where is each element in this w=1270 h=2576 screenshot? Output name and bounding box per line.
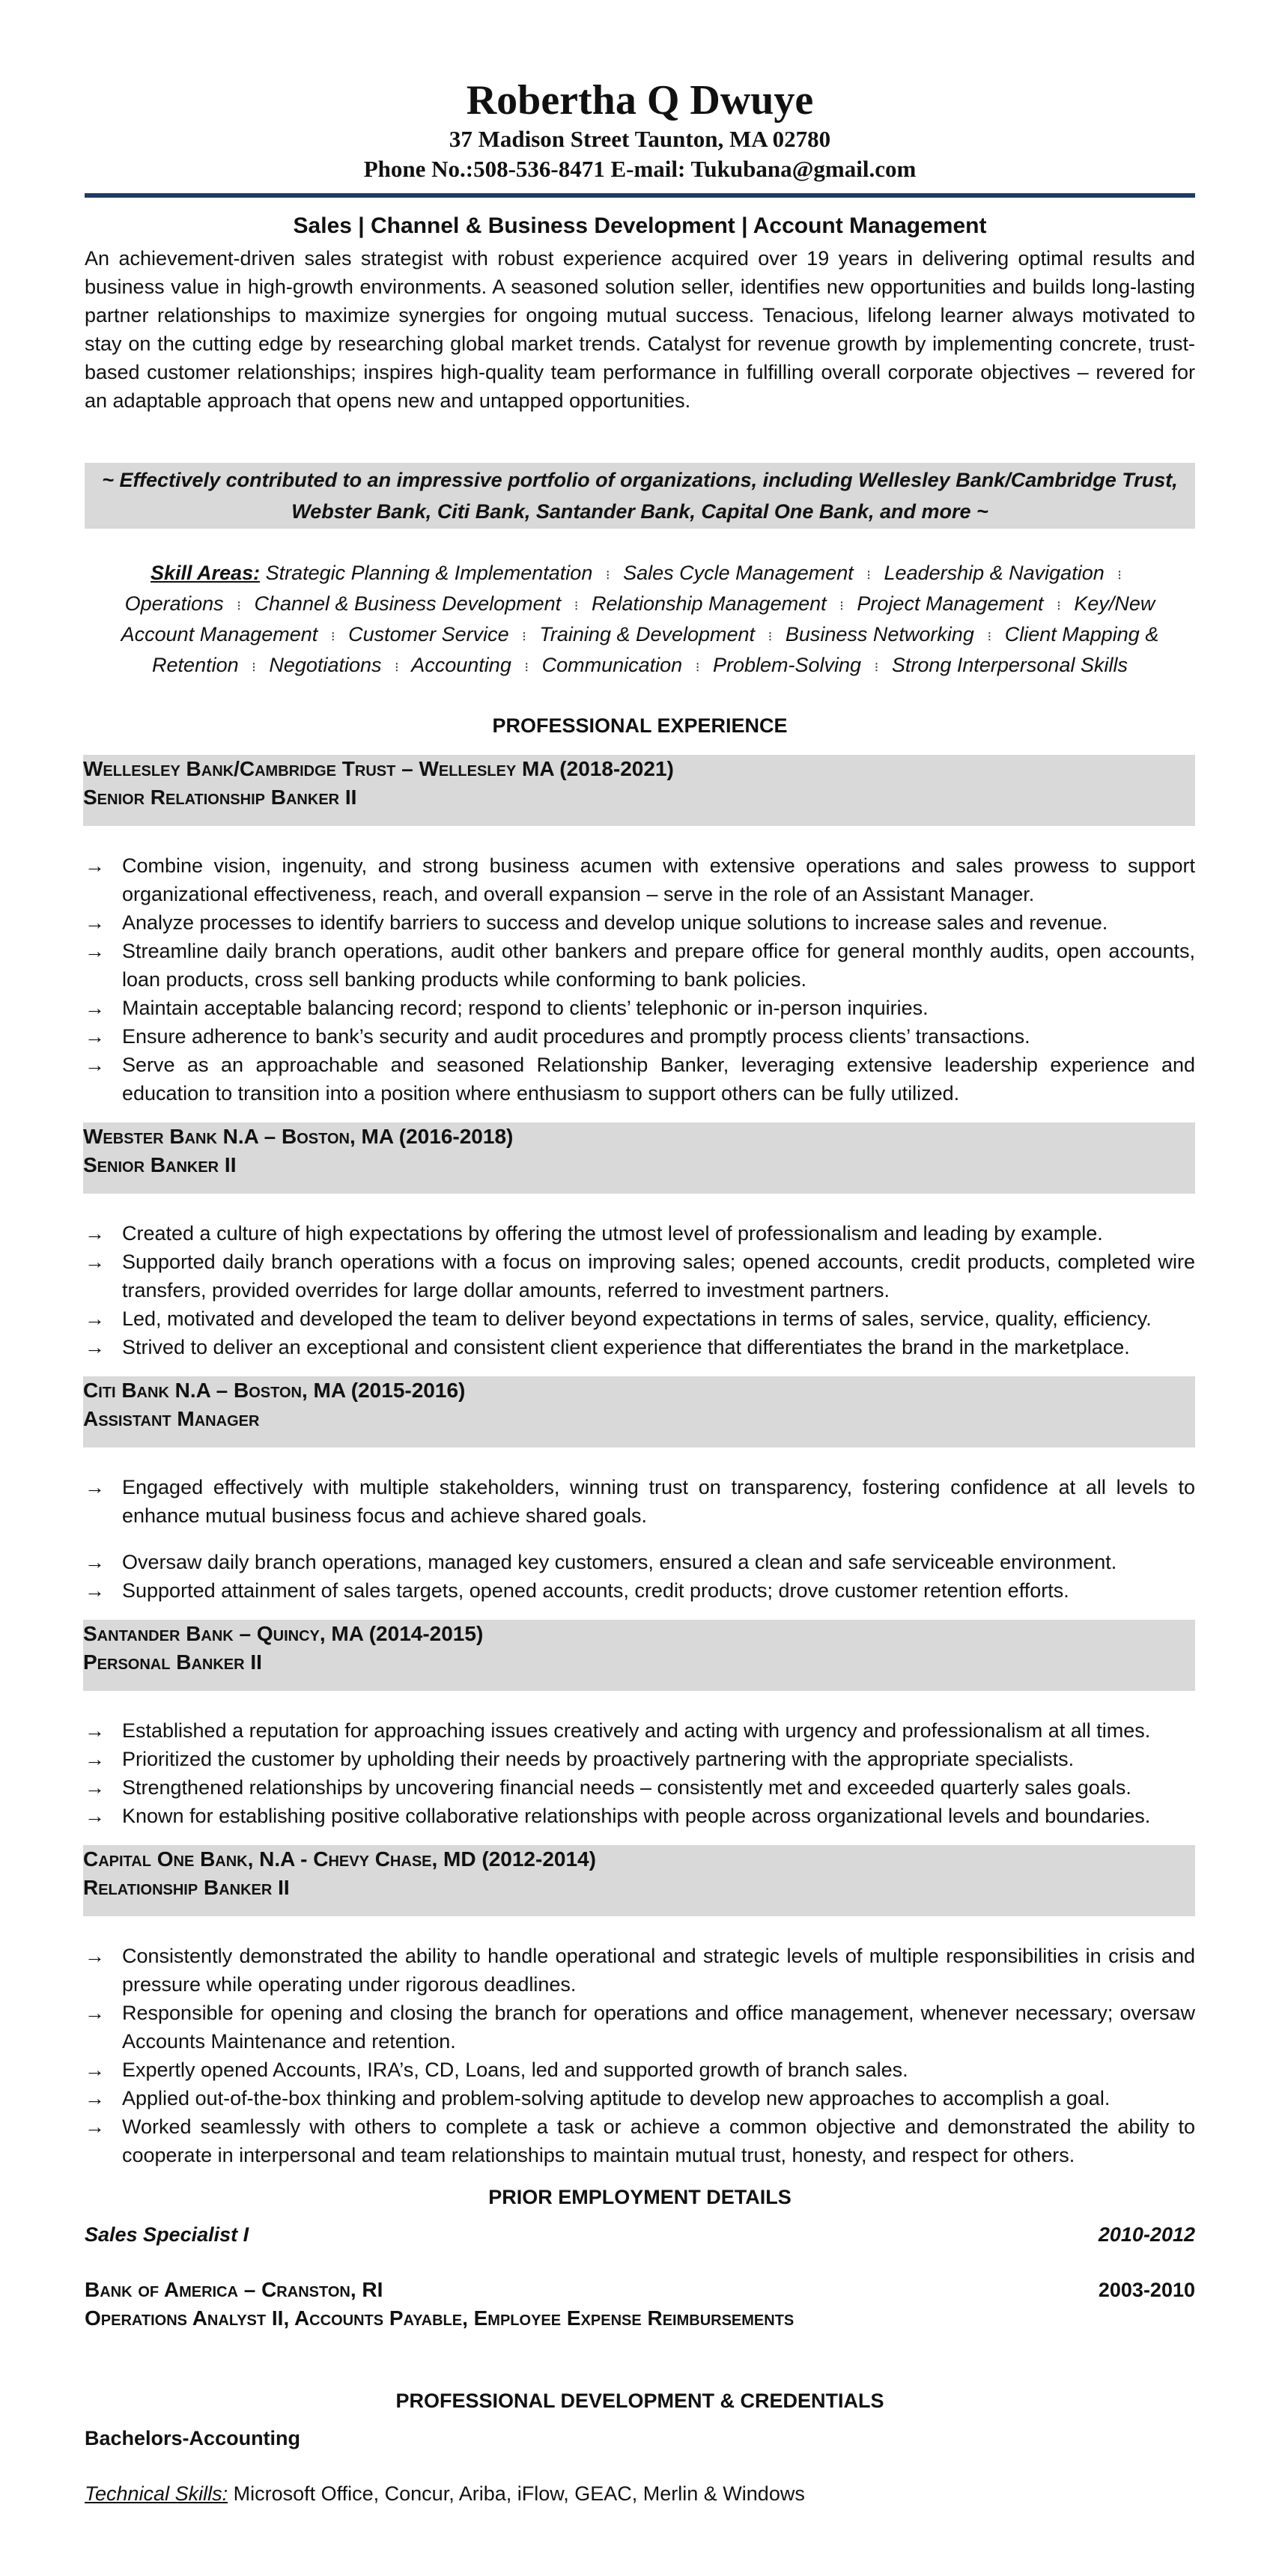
bullet-item <box>85 1716 1195 1745</box>
job-title: Relationship Banker II <box>83 1876 290 1899</box>
arrow-icon: → <box>85 1054 105 1076</box>
arrow-icon: → <box>85 1551 105 1573</box>
bullet-item <box>85 2056 1195 2084</box>
arrow-icon: → <box>85 2087 105 2109</box>
bullet-text: Prioritized the customer by upholding their needs by proactively partnering with the appropriate specialists. <box>122 1748 1075 1770</box>
prior-dates: 2010-2012 <box>1098 2223 1195 2246</box>
bullet-item <box>85 1473 1195 1530</box>
job-title: Senior Banker II <box>83 1153 237 1176</box>
arrow-icon: → <box>85 2115 105 2138</box>
section-title-prior: PRIOR EMPLOYMENT DETAILS <box>488 2186 792 2208</box>
skill-item: Negotiations <box>269 654 382 676</box>
arrow-icon: → <box>85 1776 105 1799</box>
portfolio-banner: ~ Effectively contributed to an impressive portfolio of organizations, including Wellesley Bank/Cambridge Trust, Webster Bank, Citi Bank, Santander Bank, Capital One Bank, and more ~ <box>85 463 1195 529</box>
job-entry <box>85 1620 1195 1830</box>
skill-item: Customer Service <box>348 623 509 645</box>
job-company: Citi Bank N.A – Boston, MA (2015-2016) <box>83 1379 466 1402</box>
skill-item: Client Mapping & Retention <box>152 623 1159 676</box>
skill-item: Key/New Account Management <box>121 592 1155 645</box>
skill-areas-label: Skill Areas: <box>151 562 261 584</box>
arrow-icon: → <box>85 1805 105 1827</box>
skill-item: Relationship Management <box>591 592 827 615</box>
bullet-text: Combine vision, ingenuity, and strong business acumen with extensive operations and sales prowess to support organizational effectiveness, reach, and overall expansion – serve in the role of an Assistant Manager. <box>122 854 1195 905</box>
bullet-text: Responsible for opening and closing the branch for operations and office management, whenever necessary; oversaw Accounts Maintenance and retention. <box>122 2002 1195 2053</box>
separator-icon: ⁝ <box>237 598 241 613</box>
skill-item: Accounting <box>411 654 511 676</box>
bullet-item <box>85 1304 1195 1333</box>
skill-item: Strategic Planning & Implementation <box>265 562 593 584</box>
separator-icon: ⁝ <box>252 660 256 675</box>
bullet-item <box>85 1773 1195 1802</box>
job-company: Santander Bank – Quincy, MA (2014-2015) <box>83 1622 484 1645</box>
skill-item: Channel & Business Development <box>254 592 562 615</box>
bullet-text: Maintain acceptable balancing record; respond to clients’ telephonic or in-person inquiries. <box>122 997 929 1019</box>
job-bullets <box>85 1942 1195 2169</box>
summary: An achievement-driven sales strategist with robust experience acquired over 19 years in delivering optimal results and business value in high-growth environments. A seasoned solution seller, identifies new opportunities and builds long-lasting partner relationships to maximize synergies for ongoing mutual success. Tenacious, lifelong learner always motivated to stay on the cutting edge by researching global market trends. Catalyst for revenue growth by implementing concrete, trust-based customer relationships; inspires high-quality team performance in fulfilling overall corporate objectives – revered for an adaptable approach that opens new and untapped opportunities. <box>85 247 1195 412</box>
separator-icon: ⁝ <box>522 629 526 644</box>
prior-row-1 <box>85 2220 1195 2249</box>
technical-skills-label: Technical Skills: <box>85 2482 228 2505</box>
bullet-text: Consistently demonstrated the ability to handle operational and strategic levels of multiple responsibilities in crisis and pressure while operating under rigorous deadlines. <box>122 1945 1195 1996</box>
bullet-item <box>85 1248 1195 1304</box>
technical-skills <box>85 2479 1195 2508</box>
separator-icon: ⁝ <box>330 629 335 644</box>
job-company: Wellesley Bank/Cambridge Trust – Wellesley MA (2018-2021) <box>83 757 674 780</box>
prior-row-2 <box>85 2276 1195 2304</box>
bullet-item <box>85 1051 1195 1108</box>
bullet-text: Expertly opened Accounts, IRA’s, CD, Loans, led and supported growth of branch sales. <box>122 2059 908 2081</box>
job-header <box>83 1845 1195 1916</box>
arrow-icon: → <box>85 1719 105 1742</box>
skill-item: Project Management <box>857 592 1044 615</box>
prior-dates: 2003-2010 <box>1098 2279 1195 2301</box>
skill-item: Leadership & Navigation <box>884 562 1105 584</box>
bullet-text: Ensure adherence to bank’s security and audit procedures and promptly process clients’ transactions. <box>122 1025 1030 1048</box>
skill-item: Problem-Solving <box>712 654 862 676</box>
bullet-item <box>85 908 1195 937</box>
skill-item: Sales Cycle Management <box>623 562 854 584</box>
separator-icon: ⁝ <box>1117 568 1122 583</box>
bullet-text: Serve as an approachable and seasoned Relationship Banker, leveraging extensive leadership experience and education to transition into a position where enthusiasm to support others can be fully utilized. <box>122 1054 1195 1105</box>
job-header <box>83 1620 1195 1691</box>
job-title: Assistant Manager <box>83 1407 260 1430</box>
arrow-icon: → <box>85 1025 105 1048</box>
job-entry <box>85 1845 1195 2169</box>
bullet-text: Led, motivated and developed the team to deliver beyond expectations in terms of sales, service, quality, efficiency. <box>122 1307 1152 1330</box>
job-header <box>83 1123 1195 1194</box>
technical-skills-value: Microsoft Office, Concur, Ariba, iFlow, GEAC, Merlin & Windows <box>228 2482 805 2505</box>
bullet-item <box>85 1022 1195 1051</box>
bullet-item <box>85 1942 1195 1999</box>
job-header <box>83 1376 1195 1448</box>
candidate-name: Robertha Q Dwuye <box>466 77 814 124</box>
bullet-item <box>85 2112 1195 2169</box>
bullet-text: Strengthened relationships by uncovering financial needs – consistently met and exceeded quarterly sales goals. <box>122 1776 1131 1799</box>
job-company: Capital One Bank, N.A - Chevy Chase, MD (2012-2014) <box>83 1847 596 1871</box>
section-title-credentials: PROFESSIONAL DEVELOPMENT & CREDENTIALS <box>395 2390 884 2412</box>
skill-item: Communication <box>541 654 683 676</box>
bullet-item <box>85 1576 1195 1605</box>
arrow-icon: → <box>85 2059 105 2081</box>
arrow-icon: → <box>85 1748 105 1770</box>
separator-icon: ⁝ <box>574 598 579 613</box>
bullet-text: Engaged effectively with multiple stakeholders, winning trust on transparency, fostering confidence at all levels to enhance mutual business focus and achieve shared goals. <box>122 1476 1195 1527</box>
arrow-icon: → <box>85 911 105 934</box>
bullet-text: Analyze processes to identify barriers to success and develop unique solutions to increase sales and revenue. <box>122 911 1108 934</box>
bullet-text: Established a reputation for approaching issues creatively and acting with urgency and professionalism at all times. <box>122 1719 1151 1742</box>
bullet-text: Supported attainment of sales targets, opened accounts, credit products; drove customer retention efforts. <box>122 1579 1069 1602</box>
bullet-text: Known for establishing positive collaborative relationships with people across organizational levels and boundaries. <box>122 1805 1151 1827</box>
separator-icon: ⁝ <box>695 660 700 675</box>
bullet-item <box>85 1802 1195 1830</box>
bullet-item <box>85 1745 1195 1773</box>
contact-line: Phone No.:508-536-8471 E-mail: Tukubana@gmail.com <box>363 156 917 182</box>
job-header <box>83 755 1195 826</box>
job-entry <box>85 1123 1195 1361</box>
bullet-text: Applied out-of-the-box thinking and problem-solving aptitude to develop new approaches to accomplish a goal. <box>122 2087 1111 2109</box>
prior-company: Bank of America – Cranston, RI <box>85 2278 383 2301</box>
separator-icon: ⁝ <box>874 660 879 675</box>
arrow-icon: → <box>85 1476 105 1498</box>
job-bullets <box>85 1716 1195 1830</box>
job-bullets <box>85 851 1195 1108</box>
bullet-text: Oversaw daily branch operations, managed key customers, ensured a clean and safe serviceable environment. <box>122 1551 1117 1573</box>
skill-item: Operations <box>124 592 224 615</box>
bullet-text: Strived to deliver an exceptional and consistent client experience that differentiates the brand in the marketplace. <box>122 1336 1130 1358</box>
degree: Bachelors-Accounting <box>85 2427 301 2449</box>
job-title: Senior Relationship Banker II <box>83 786 357 809</box>
skill-item: Strong Interpersonal Skills <box>891 654 1128 676</box>
separator-icon: ⁝ <box>524 660 529 675</box>
arrow-icon: → <box>85 1222 105 1245</box>
arrow-icon: → <box>85 940 105 962</box>
arrow-icon: → <box>85 997 105 1019</box>
section-title-experience: PROFESSIONAL EXPERIENCE <box>492 714 788 737</box>
headline: Sales | Channel & Business Development | Account Management <box>293 213 987 238</box>
separator-icon: ⁝ <box>605 568 610 583</box>
bullet-text: Supported daily branch operations with a focus on improving sales; opened accounts, credit products, completed wire transfers, provided overrides for large dollar amounts, referred to investment partners. <box>122 1251 1195 1301</box>
bullet-item <box>85 994 1195 1022</box>
arrow-icon: → <box>85 1251 105 1273</box>
bullet-item <box>85 2084 1195 2112</box>
separator-icon: ⁝ <box>839 598 844 613</box>
arrow-icon: → <box>85 1336 105 1358</box>
job-bullets <box>85 1219 1195 1361</box>
header-divider <box>85 193 1195 198</box>
address: 37 Madison Street Taunton, MA 02780 <box>449 126 831 152</box>
experience-list <box>85 755 1195 2169</box>
skill-areas <box>85 559 1195 681</box>
arrow-icon: → <box>85 1579 105 1602</box>
job-bullets <box>85 1473 1195 1605</box>
bullet-text: Streamline daily branch operations, audit other bankers and prepare office for general monthly audits, open accounts, loan products, cross sell banking products while conforming to bank policies. <box>122 940 1195 991</box>
separator-icon: ⁝ <box>395 660 399 675</box>
bullet-text: Created a culture of high expectations by offering the utmost level of professionalism and leading by example. <box>122 1222 1103 1245</box>
bullet-text: Worked seamlessly with others to complete a task or achieve a common objective and demonstrated the ability to cooperate in interpersonal and team relationships to maintain mutual trust, honesty, and respect for others. <box>122 2115 1195 2166</box>
arrow-icon: → <box>85 1945 105 1967</box>
prior-role: Operations Analyst II, Accounts Payable, Employee Expense Reimbursements <box>85 2306 794 2330</box>
separator-icon: ⁝ <box>1057 598 1061 613</box>
prior-role: Sales Specialist I <box>85 2223 249 2246</box>
bullet-item <box>85 937 1195 994</box>
bullet-item <box>85 851 1195 908</box>
arrow-icon: → <box>85 1307 105 1330</box>
job-entry <box>85 755 1195 1108</box>
bullet-item <box>85 1548 1195 1576</box>
bullet-item <box>85 1333 1195 1361</box>
arrow-icon: → <box>85 854 105 877</box>
bullet-item <box>85 1219 1195 1248</box>
separator-icon: ⁝ <box>768 629 773 644</box>
separator-icon: ⁝ <box>987 629 992 644</box>
job-entry <box>85 1376 1195 1605</box>
arrow-icon: → <box>85 2002 105 2024</box>
job-company: Webster Bank N.A – Boston, MA (2016-2018) <box>83 1125 514 1148</box>
skill-item: Business Networking <box>785 623 974 645</box>
job-title: Personal Banker II <box>83 1650 262 1674</box>
bullet-item <box>85 1999 1195 2056</box>
separator-icon: ⁝ <box>866 568 872 583</box>
skill-item: Training & Development <box>539 623 756 645</box>
